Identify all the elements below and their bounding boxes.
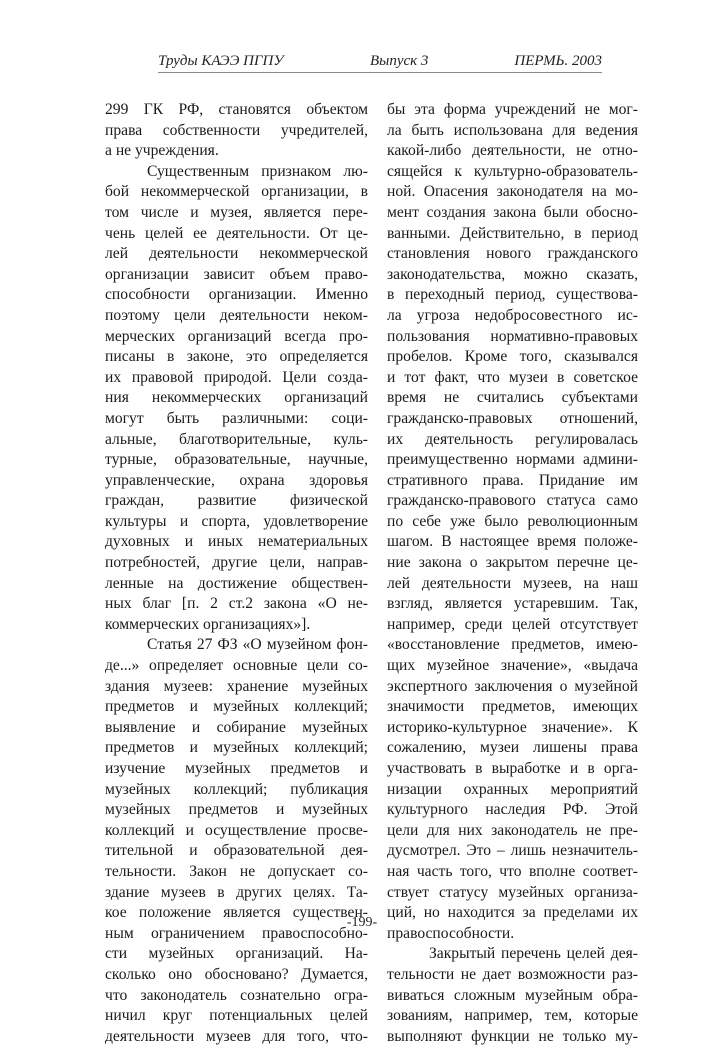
journal-title: Труды КАЭЭ ПГПУ	[158, 53, 284, 69]
text-line: ничил круг потенциальных целей	[105, 1007, 368, 1025]
text-line: время не считались субъектами	[387, 389, 638, 407]
text-line: ния некоммерческих организаций	[105, 389, 368, 407]
text-line: сколько оно обосновано? Думается,	[105, 965, 368, 983]
text-line: тельности. Закон не допускает со-	[105, 862, 368, 880]
text-line: участвовать в выработке и в орга-	[387, 760, 638, 777]
text-line: деятельности музеев для того, что-	[105, 1027, 368, 1045]
text-line: тительной и образовательной дея-	[105, 842, 368, 860]
text-line: изучение музейных предметов и	[105, 760, 368, 777]
text-line: лей деятельности музеев, на наш	[387, 574, 638, 592]
text-line: музейных коллекций; публикация	[105, 780, 368, 798]
issue-number: Выпуск 3	[370, 53, 429, 69]
text-line: становления нового гражданского	[387, 245, 638, 263]
text-line: культуры и спорта, удовлетворение	[105, 512, 368, 530]
text-column-right	[387, 100, 638, 1047]
text-line: коммерческих организациях»].	[105, 615, 311, 633]
text-line: культурного наследия РФ. Этой	[387, 801, 638, 819]
text-line: в переходный период, существова-	[387, 286, 638, 304]
text-line: цели для них законодатель не пре-	[387, 821, 638, 839]
text-line: например, среди целей отсутствует	[387, 615, 638, 633]
text-line: коллекций и осуществление просве-	[105, 821, 368, 839]
text-line: бы эта форма учреждений не мог-	[387, 101, 638, 118]
text-line: взгляд, является устаревшим. Так,	[387, 595, 638, 613]
text-line: чень целей ее деятельности. От це-	[105, 224, 368, 242]
text-line: здание музеев в других целях. Та-	[105, 883, 368, 901]
text-line: том числе и музея, является пере-	[105, 203, 368, 221]
text-line: сти музейных организаций. На-	[105, 945, 368, 963]
text-line: граждан, развитие физической	[105, 492, 368, 510]
text-line: Статья 27 ФЗ «О музейном фон-	[147, 636, 368, 654]
text-line: Закрытый перечень целей дея-	[429, 945, 638, 963]
text-line: мент создания закона были обосно-	[387, 203, 638, 221]
text-line: управленческие, охрана здоровья	[105, 471, 368, 489]
text-line: ная часть того, что вполне соответ-	[387, 862, 638, 880]
text-line: кое положение является существен-	[105, 904, 368, 922]
text-line: ствует статусу музейных организа-	[387, 883, 638, 901]
text-line: предметов и музейных коллекций;	[105, 698, 368, 716]
text-line: ленные на достижение обществен-	[105, 574, 368, 592]
text-line: предметов и музейных коллекций;	[105, 739, 368, 757]
text-line: какой-либо деятельности, не отно-	[387, 142, 638, 160]
text-line: преимущественно нормами админи-	[387, 451, 638, 469]
text-line: де...» определяет основные цели со-	[105, 657, 368, 675]
text-line: организации зависит объем право-	[105, 265, 368, 283]
text-line: шагом. В настоящее время положе-	[387, 533, 638, 551]
text-line: гражданско-правовых отношений,	[387, 409, 638, 427]
text-line: ванными. Действительно, в период	[387, 224, 638, 242]
text-line: пробелов. Кроме того, сказывался	[387, 348, 638, 366]
text-line: ла быть использована для ведения	[387, 121, 638, 139]
text-line: виваться сложным музейным обра-	[387, 986, 638, 1004]
text-line: поэтому цели деятельности неком-	[105, 306, 368, 324]
text-line: мерческих организаций всегда про-	[105, 327, 368, 345]
text-line: ных благ [п. 2 ст.2 закона «О не-	[105, 595, 368, 613]
text-line: ным ограничением правоспособно-	[105, 924, 368, 942]
text-line: способности организации. Именно	[105, 286, 368, 304]
text-line: их деятельность регулировалась	[387, 430, 638, 448]
text-line: стративного права. Придание им	[387, 471, 638, 489]
running-header	[158, 52, 602, 73]
text-line: писаны в законе, это определяется	[105, 348, 368, 366]
text-line: по себе уже было революционным	[387, 512, 638, 530]
text-line: турные, образовательные, научные,	[105, 451, 368, 469]
text-line: бой некоммерческой организации, в	[105, 183, 368, 201]
text-line: альные, благотворительные, куль-	[105, 430, 368, 448]
text-line: историко-культурное значение». К	[387, 718, 638, 736]
text-line: потребностей, другие цели, направ-	[105, 554, 368, 572]
text-line: выполняют функции не только му-	[387, 1027, 638, 1045]
text-line: сожалению, музеи лишены права	[387, 739, 638, 757]
text-line: зованиям, например, тем, которые	[387, 1007, 638, 1025]
text-line: пользования нормативно-правовых	[387, 327, 638, 345]
text-line: сящейся к культурно-образователь-	[387, 162, 638, 180]
text-line: тельности не дает возможности раз-	[387, 965, 638, 983]
text-line: Существенным признаком лю-	[147, 162, 368, 180]
text-column-left	[105, 100, 368, 1047]
place-year: ПЕРМЬ. 2003	[514, 53, 602, 69]
text-line: музейных предметов и музейных	[105, 801, 368, 819]
text-line: ние закона о закрытом перечне це-	[387, 554, 638, 572]
text-line: лей деятельности некоммерческой	[105, 245, 368, 263]
text-line: щих музейное значение», «выдача	[387, 657, 638, 675]
text-line: могут быть различными: соци-	[105, 409, 368, 427]
text-line: ла угроза недобросовестного ис-	[387, 306, 638, 324]
text-line: и тот факт, что музеи в советское	[387, 368, 638, 386]
text-line: духовных и иных нематериальных	[105, 533, 368, 551]
text-line: низации охранных мероприятий	[387, 780, 638, 798]
text-line: права собственности учредителей,	[105, 121, 368, 139]
text-line: «восстановление предметов, имею-	[387, 636, 638, 654]
text-line: законодательства, можно сказать,	[387, 265, 638, 283]
text-line: а не учреждения.	[105, 142, 219, 160]
text-line: значимости предметов, имеющих	[387, 698, 638, 716]
text-line: экспертного заключения о музейной	[387, 677, 638, 695]
text-line: здания музеев: хранение музейных	[105, 677, 368, 695]
page-number: -199-	[346, 915, 378, 930]
text-line: выявление и собирание музейных	[105, 718, 368, 736]
text-line: ций, но находится за пределами их	[387, 904, 638, 922]
text-line: 299 ГК РФ, становятся объектом	[105, 101, 368, 118]
text-line: их правовой природой. Цели созда-	[105, 368, 368, 386]
text-line: дусмотрел. Это – лишь незначитель-	[387, 842, 638, 860]
text-line: правоспособности.	[387, 924, 515, 942]
text-line: что законодатель сознательно огра-	[105, 986, 368, 1004]
text-line: ной. Опасения законодателя на мо-	[387, 183, 638, 201]
text-line: гражданско-правового статуса само	[387, 492, 638, 510]
